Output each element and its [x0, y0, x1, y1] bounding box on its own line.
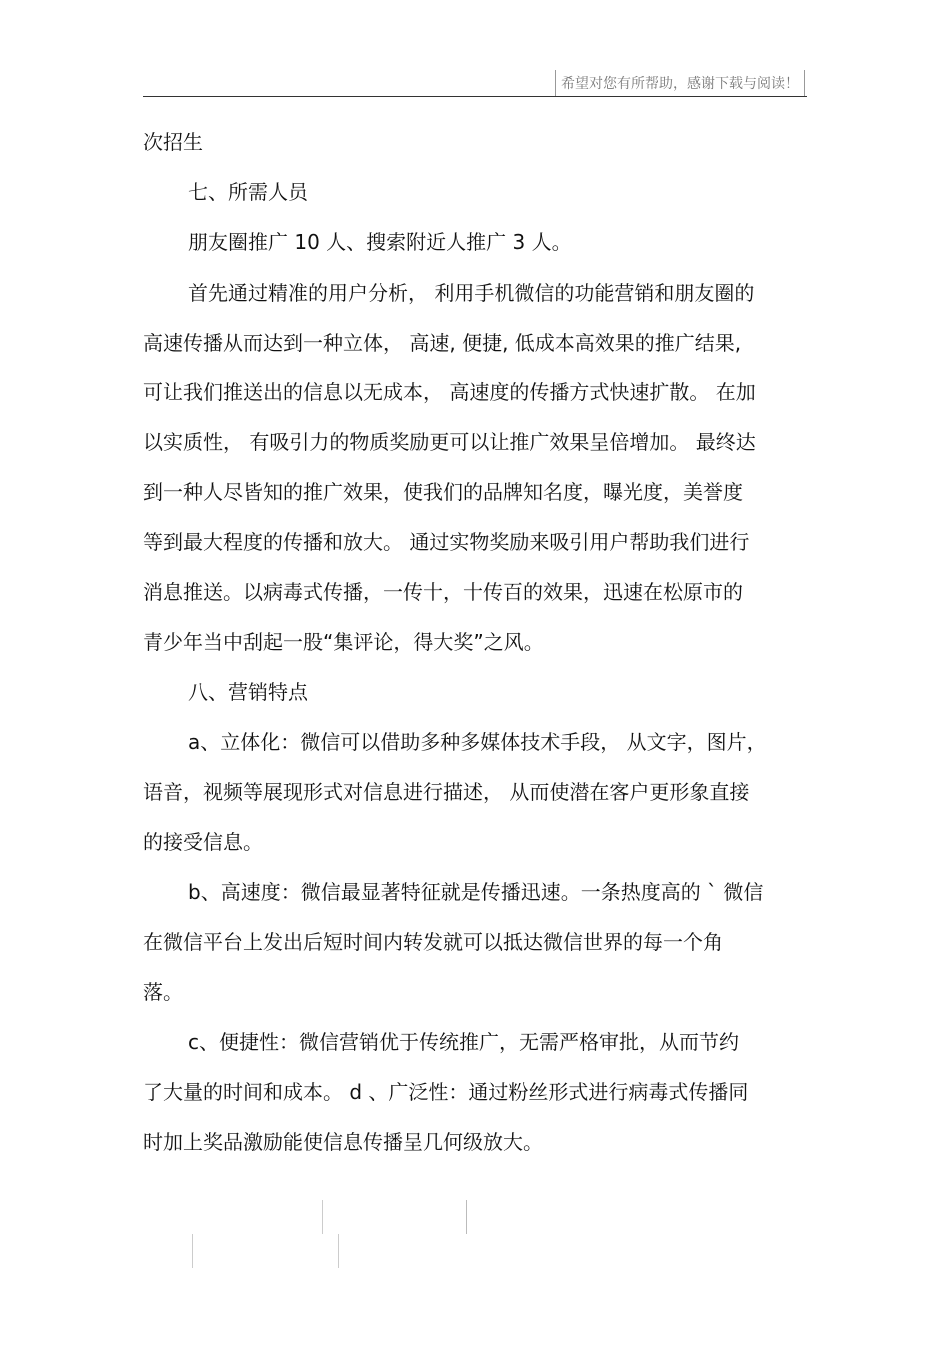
- section-heading-eight: 八、营销特点: [188, 680, 308, 704]
- text-line: b、高速度：微信最显著特征就是传播迅速。一条热度高的 ` 微信: [188, 880, 764, 904]
- section-heading-seven: 七、所需人员: [188, 180, 308, 204]
- header-rule: [143, 96, 807, 97]
- text-line: 高速传播从而达到一种立体， 高速, 便捷, 低成本高效果的推广结果,: [143, 331, 742, 355]
- text-line: 以实质性， 有吸引力的物质奖励更可以让推广效果呈倍增加。 最终达: [143, 430, 756, 454]
- text-line: 次招生: [143, 130, 203, 154]
- text-line: 首先通过精准的用户分析， 利用手机微信的功能营销和朋友圈的: [188, 281, 755, 305]
- text-line: a、立体化：微信可以借助多种多媒体技术手段， 从文字，图片，: [188, 730, 767, 754]
- scan-artifact-line: [192, 1234, 193, 1268]
- header-note-box: [555, 70, 805, 96]
- scan-artifact-line: [322, 1200, 323, 1234]
- text-line: c、便捷性：微信营销优于传统推广，无需严格审批，从而节约: [188, 1030, 739, 1054]
- scan-artifact-line: [338, 1234, 339, 1268]
- text-line: 青少年当中刮起一股“集评论，得大奖”之风。: [143, 630, 544, 654]
- text-line: 消息推送。以病毒式传播，一传十，十传百的效果，迅速在松原市的: [143, 580, 743, 604]
- scan-artifact-line: [466, 1200, 467, 1234]
- text-line: 的接受信息。: [143, 830, 263, 854]
- text-line: 朋友圈推广 10 人、搜索附近人推广 3 人。: [188, 230, 572, 254]
- text-line: 语音，视频等展现形式对信息进行描述， 从而使潜在客户更形象直接: [143, 780, 750, 804]
- text-line: 时加上奖品激励能使信息传播呈几何级放大。: [143, 1130, 543, 1154]
- text-line: 到一种人尽皆知的推广效果，使我们的品牌知名度，曝光度，美誉度: [143, 480, 743, 504]
- text-line: 在微信平台上发出后短时间内转发就可以抵达微信世界的每一个角: [143, 930, 723, 954]
- text-line: 了大量的时间和成本。 d 、广泛性：通过粉丝形式进行病毒式传播同: [143, 1080, 749, 1104]
- header-note: 希望对您有所帮助，感谢下载与阅读！: [561, 76, 799, 92]
- text-line: 落。: [143, 980, 183, 1004]
- text-line: 等到最大程度的传播和放大。 通过实物奖励来吸引用户帮助我们进行: [143, 530, 750, 554]
- text-line: 可让我们推送出的信息以无成本， 高速度的传播方式快速扩散。 在加: [143, 380, 756, 404]
